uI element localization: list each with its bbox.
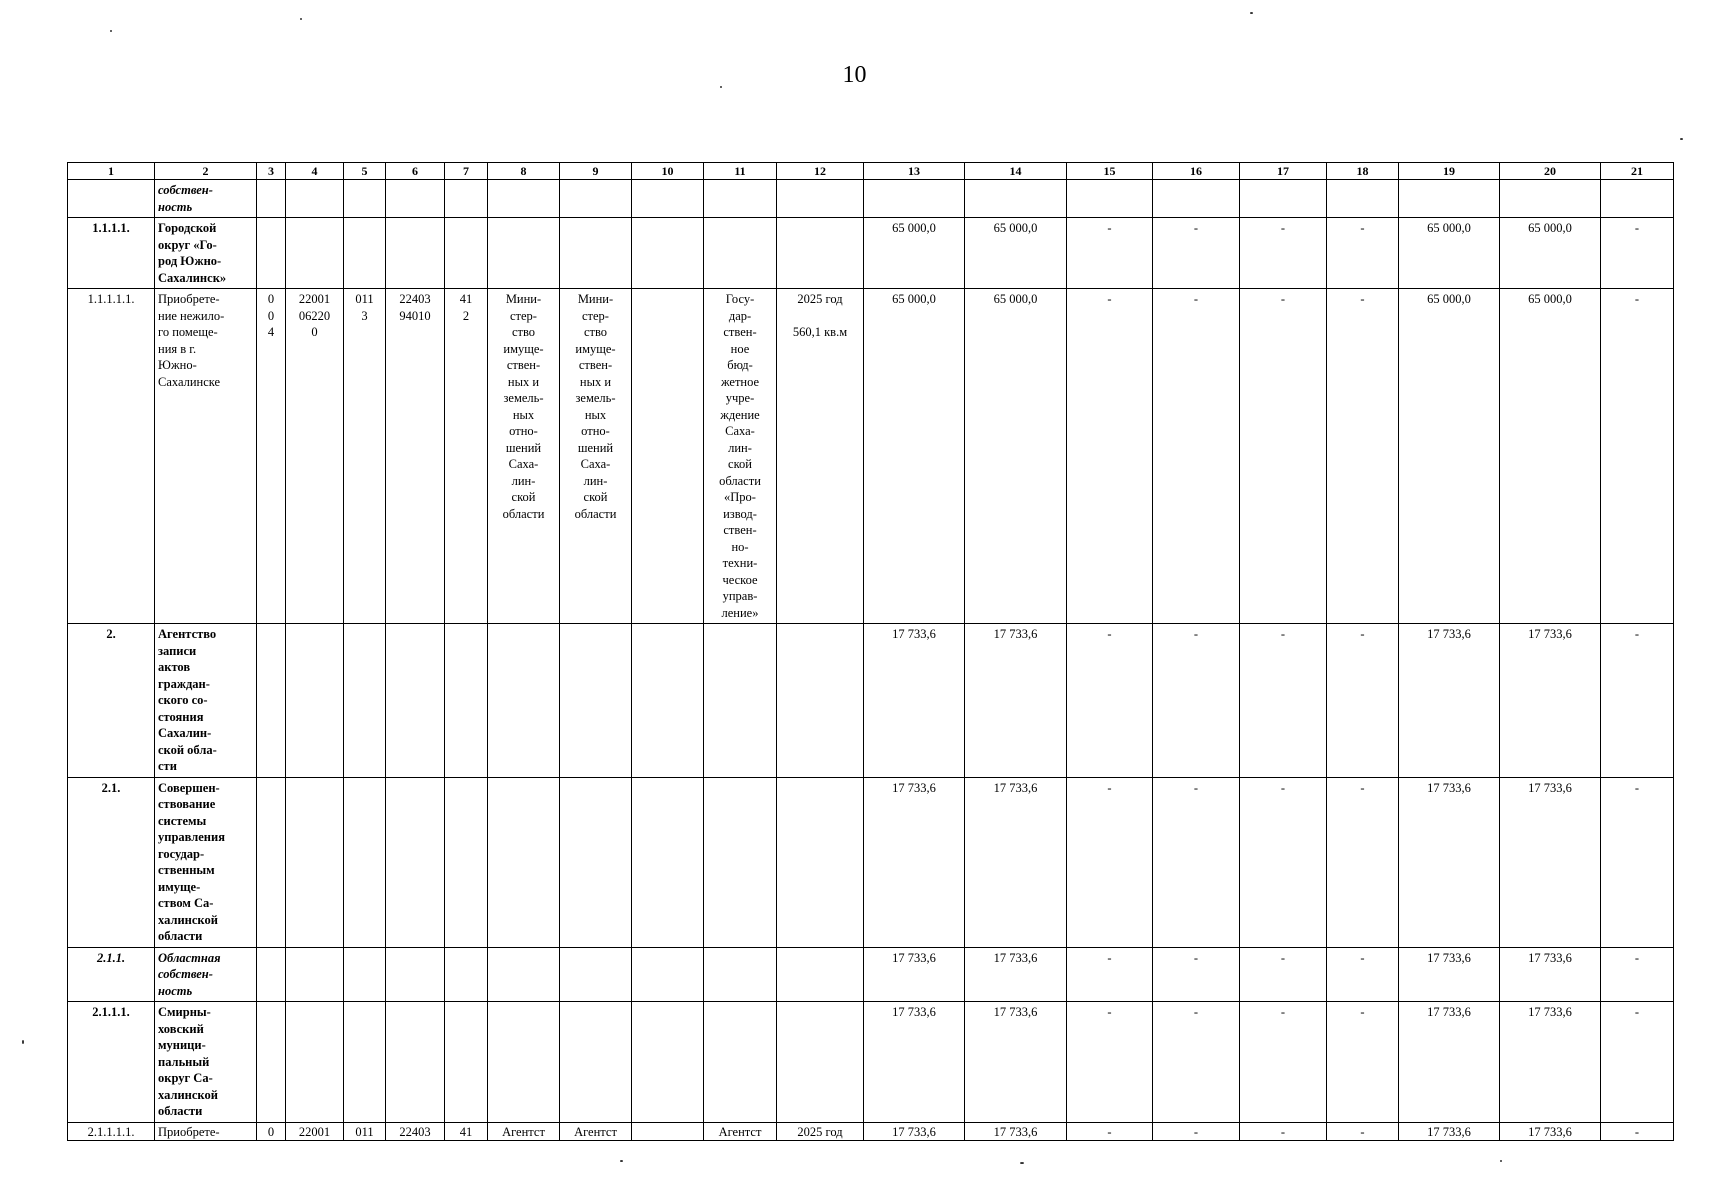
column-header: 7	[445, 163, 488, 180]
cell-c17: -	[1240, 1002, 1327, 1123]
scan-speck	[1680, 138, 1683, 140]
cell-c5	[344, 180, 386, 218]
cell-c21: -	[1601, 624, 1674, 778]
cell-c9: Мини- стер- ство имуще- ствен- ных и земель- ных отно- шений Саха- лин- ской области	[560, 289, 632, 624]
cell-c12	[777, 1002, 864, 1123]
cell-c18: -	[1327, 1122, 1399, 1141]
cell-c14	[965, 180, 1067, 218]
cell-c5: 011 3	[344, 289, 386, 624]
cell-c18: -	[1327, 289, 1399, 624]
cell-c15	[1067, 180, 1153, 218]
cell-c19: 65 000,0	[1399, 218, 1500, 289]
cell-c20: 17 733,6	[1500, 624, 1601, 778]
cell-c21: -	[1601, 777, 1674, 947]
cell-c21: -	[1601, 218, 1674, 289]
cell-c7	[445, 1002, 488, 1123]
cell-c3: 0	[257, 1122, 286, 1141]
cell-c18: -	[1327, 624, 1399, 778]
scan-speck	[110, 30, 112, 32]
table-header-row	[68, 163, 1674, 180]
cell-c11: Госу- дар- ствен- ное бюд- жетное учре- ждение Саха- лин- ской области «Про- извод- ствен- но- техни- ческое управ- ление»	[704, 289, 777, 624]
table-row	[68, 1002, 1674, 1123]
cell-c3: 0 0 4	[257, 289, 286, 624]
cell-c4	[286, 777, 344, 947]
table-row	[68, 947, 1674, 1002]
cell-c15: -	[1067, 289, 1153, 624]
row-name: Приобрете-	[155, 1122, 257, 1141]
cell-c12	[777, 180, 864, 218]
cell-c6	[386, 218, 445, 289]
cell-c17: -	[1240, 1122, 1327, 1141]
cell-c9	[560, 947, 632, 1002]
cell-c13: 65 000,0	[864, 218, 965, 289]
cell-c19: 17 733,6	[1399, 1002, 1500, 1123]
row-code: 2.	[68, 624, 155, 778]
cell-c19: 65 000,0	[1399, 289, 1500, 624]
cell-c16: -	[1153, 218, 1240, 289]
cell-c21: -	[1601, 289, 1674, 624]
row-code: 1.1.1.1.	[68, 218, 155, 289]
cell-c9	[560, 777, 632, 947]
cell-c12: 2025 год	[777, 1122, 864, 1141]
column-header: 9	[560, 163, 632, 180]
cell-c10	[632, 180, 704, 218]
cell-c7	[445, 624, 488, 778]
cell-c3	[257, 947, 286, 1002]
cell-c8: Мини- стер- ство имуще- ствен- ных и земель- ных отно- шений Саха- лин- ской области	[488, 289, 560, 624]
cell-c19: 17 733,6	[1399, 1122, 1500, 1141]
column-header: 20	[1500, 163, 1601, 180]
cell-c16: -	[1153, 1122, 1240, 1141]
cell-c17: -	[1240, 947, 1327, 1002]
scan-speck	[1020, 1162, 1024, 1164]
cell-c5	[344, 777, 386, 947]
cell-c19: 17 733,6	[1399, 947, 1500, 1002]
cell-c10	[632, 947, 704, 1002]
cell-c15: -	[1067, 1002, 1153, 1123]
column-header: 15	[1067, 163, 1153, 180]
cell-c11	[704, 1002, 777, 1123]
cell-c9	[560, 180, 632, 218]
cell-c13: 65 000,0	[864, 289, 965, 624]
column-header: 6	[386, 163, 445, 180]
cell-c12	[777, 947, 864, 1002]
cell-c3	[257, 777, 286, 947]
row-name: Агентство записи актов граждан- ского со- стояния Сахалин- ской обла- сти	[155, 624, 257, 778]
cell-c6: 22403 94010	[386, 289, 445, 624]
cell-c6	[386, 777, 445, 947]
cell-c7: 41	[445, 1122, 488, 1141]
cell-c7	[445, 777, 488, 947]
cell-c19: 17 733,6	[1399, 777, 1500, 947]
row-name: Областная собствен- ность	[155, 947, 257, 1002]
cell-c8: Агентст	[488, 1122, 560, 1141]
table-row	[68, 624, 1674, 778]
cell-c13	[864, 180, 965, 218]
cell-c13: 17 733,6	[864, 947, 965, 1002]
cell-c11	[704, 180, 777, 218]
cell-c14: 17 733,6	[965, 947, 1067, 1002]
cell-c14: 65 000,0	[965, 218, 1067, 289]
column-header: 18	[1327, 163, 1399, 180]
cell-c14: 17 733,6	[965, 1002, 1067, 1123]
cell-c10	[632, 624, 704, 778]
cell-c12: 2025 год 560,1 кв.м	[777, 289, 864, 624]
column-header: 10	[632, 163, 704, 180]
cell-c5	[344, 624, 386, 778]
cell-c4	[286, 180, 344, 218]
cell-c18: -	[1327, 1002, 1399, 1123]
cell-c14: 17 733,6	[965, 777, 1067, 947]
cell-c12	[777, 624, 864, 778]
cell-c20: 65 000,0	[1500, 218, 1601, 289]
cell-c16: -	[1153, 624, 1240, 778]
cell-c20: 17 733,6	[1500, 777, 1601, 947]
cell-c21: -	[1601, 1002, 1674, 1123]
row-name: Совершен- ствование системы управления государ- ственным имуще- ством Са- халинской области	[155, 777, 257, 947]
row-code: 1.1.1.1.1.	[68, 289, 155, 624]
row-name: Смирны- ховский муници- пальный округ Са- халинской области	[155, 1002, 257, 1123]
cell-c7	[445, 218, 488, 289]
column-header: 5	[344, 163, 386, 180]
scan-speck	[620, 1160, 623, 1162]
cell-c10	[632, 289, 704, 624]
column-header: 14	[965, 163, 1067, 180]
cell-c15: -	[1067, 777, 1153, 947]
column-header: 19	[1399, 163, 1500, 180]
cell-c11	[704, 947, 777, 1002]
cell-c15: -	[1067, 1122, 1153, 1141]
cell-c6	[386, 947, 445, 1002]
cell-c6: 22403	[386, 1122, 445, 1141]
scan-speck	[1500, 1160, 1502, 1162]
cell-c5: 011	[344, 1122, 386, 1141]
cell-c20: 17 733,6	[1500, 1002, 1601, 1123]
cell-c9	[560, 218, 632, 289]
column-header: 21	[1601, 163, 1674, 180]
cell-c13: 17 733,6	[864, 777, 965, 947]
column-header: 1	[68, 163, 155, 180]
page-number: 10	[842, 62, 867, 88]
cell-c12	[777, 777, 864, 947]
cell-c20: 17 733,6	[1500, 1122, 1601, 1141]
cell-c10	[632, 218, 704, 289]
cell-c10	[632, 1002, 704, 1123]
cell-c8	[488, 180, 560, 218]
cell-c20: 17 733,6	[1500, 947, 1601, 1002]
cell-c4	[286, 218, 344, 289]
column-header: 16	[1153, 163, 1240, 180]
cell-c8	[488, 624, 560, 778]
row-code: 2.1.1.	[68, 947, 155, 1002]
budget-table	[67, 162, 1674, 1141]
cell-c9	[560, 624, 632, 778]
cell-c16: -	[1153, 289, 1240, 624]
cell-c18: -	[1327, 947, 1399, 1002]
cell-c4: 22001	[286, 1122, 344, 1141]
column-header: 3	[257, 163, 286, 180]
cell-c16: -	[1153, 777, 1240, 947]
column-header: 8	[488, 163, 560, 180]
cell-c14: 17 733,6	[965, 624, 1067, 778]
cell-c10	[632, 777, 704, 947]
cell-c3	[257, 1002, 286, 1123]
cell-c19: 17 733,6	[1399, 624, 1500, 778]
table-row	[68, 1122, 1674, 1141]
cell-c8	[488, 777, 560, 947]
scan-speck	[720, 86, 722, 88]
cell-c3	[257, 624, 286, 778]
cell-c20	[1500, 180, 1601, 218]
cell-c16: -	[1153, 1002, 1240, 1123]
scan-speck	[300, 18, 302, 20]
cell-c5	[344, 1002, 386, 1123]
cell-c7	[445, 947, 488, 1002]
cell-c14: 65 000,0	[965, 289, 1067, 624]
table-row	[68, 777, 1674, 947]
row-code: 2.1.	[68, 777, 155, 947]
cell-c4: 22001 06220 0	[286, 289, 344, 624]
cell-c16	[1153, 180, 1240, 218]
cell-c4	[286, 947, 344, 1002]
cell-c4	[286, 1002, 344, 1123]
cell-c8	[488, 218, 560, 289]
column-header: 2	[155, 163, 257, 180]
cell-c7: 41 2	[445, 289, 488, 624]
cell-c18: -	[1327, 218, 1399, 289]
cell-c16: -	[1153, 947, 1240, 1002]
cell-c12	[777, 218, 864, 289]
cell-c11	[704, 218, 777, 289]
cell-c14: 17 733,6	[965, 1122, 1067, 1141]
cell-c11: Агентст	[704, 1122, 777, 1141]
cell-c9: Агентст	[560, 1122, 632, 1141]
scan-speck	[22, 1040, 24, 1044]
cell-c13: 17 733,6	[864, 1122, 965, 1141]
cell-c18	[1327, 180, 1399, 218]
cell-c21: -	[1601, 1122, 1674, 1141]
row-code: 2.1.1.1.1.	[68, 1122, 155, 1141]
scan-speck	[1250, 12, 1253, 14]
cell-c17: -	[1240, 624, 1327, 778]
row-code	[68, 180, 155, 218]
cell-c11	[704, 777, 777, 947]
cell-c6	[386, 624, 445, 778]
table-row	[68, 289, 1674, 624]
cell-c7	[445, 180, 488, 218]
row-name: Приобрете- ние нежило- го помеще- ния в г. Южно- Сахалинске	[155, 289, 257, 624]
cell-c19	[1399, 180, 1500, 218]
cell-c18: -	[1327, 777, 1399, 947]
cell-c3	[257, 218, 286, 289]
column-header: 11	[704, 163, 777, 180]
cell-c8	[488, 947, 560, 1002]
cell-c5	[344, 947, 386, 1002]
cell-c6	[386, 180, 445, 218]
cell-c13: 17 733,6	[864, 1002, 965, 1123]
table-row	[68, 180, 1674, 218]
cell-c4	[286, 624, 344, 778]
column-header: 12	[777, 163, 864, 180]
cell-c21: -	[1601, 947, 1674, 1002]
cell-c3	[257, 180, 286, 218]
cell-c10	[632, 1122, 704, 1141]
column-header: 13	[864, 163, 965, 180]
cell-c17: -	[1240, 289, 1327, 624]
cell-c17: -	[1240, 218, 1327, 289]
cell-c15: -	[1067, 624, 1153, 778]
cell-c17: -	[1240, 777, 1327, 947]
row-name: собствен- ность	[155, 180, 257, 218]
cell-c15: -	[1067, 947, 1153, 1002]
cell-c8	[488, 1002, 560, 1123]
row-name: Городской округ «Го- род Южно- Сахалинск»	[155, 218, 257, 289]
cell-c13: 17 733,6	[864, 624, 965, 778]
cell-c6	[386, 1002, 445, 1123]
column-header: 4	[286, 163, 344, 180]
row-code: 2.1.1.1.	[68, 1002, 155, 1123]
cell-c17	[1240, 180, 1327, 218]
cell-c21	[1601, 180, 1674, 218]
cell-c15: -	[1067, 218, 1153, 289]
cell-c5	[344, 218, 386, 289]
cell-c11	[704, 624, 777, 778]
cell-c9	[560, 1002, 632, 1123]
column-header: 17	[1240, 163, 1327, 180]
cell-c20: 65 000,0	[1500, 289, 1601, 624]
table-row	[68, 218, 1674, 289]
